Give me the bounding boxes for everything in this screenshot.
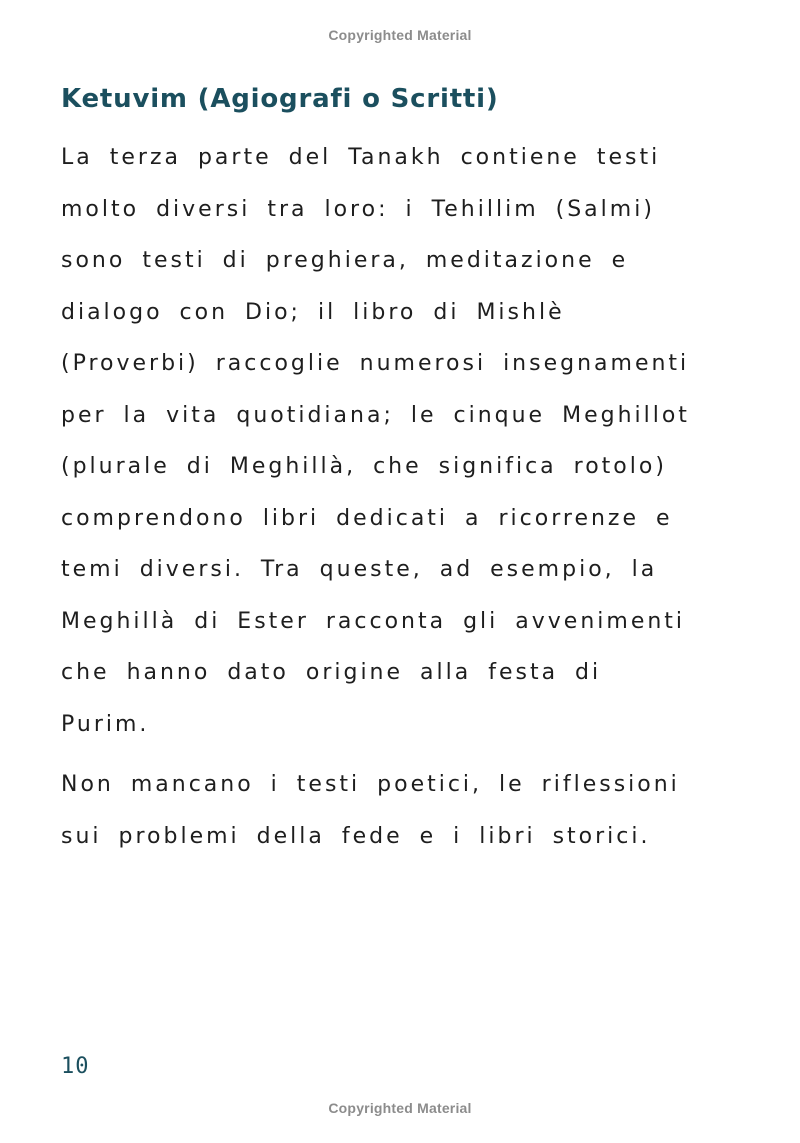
paragraph-line: che hanno dato origine alla festa di	[61, 660, 602, 685]
paragraph-line: molto diversi tra loro: i Tehillim (Salmi)	[61, 196, 655, 222]
paragraph-line: comprendono libri dedicati a ricorrenze e	[61, 505, 673, 531]
watermark-top: Copyrighted Material	[328, 27, 472, 43]
paragraph-line: dialogo con Dio; il libro di Mishlè	[61, 299, 565, 325]
paragraph-line: per la vita quotidiana; le cinque Meghillot	[61, 402, 690, 428]
paragraph-line: Purim.	[61, 711, 150, 737]
paragraph-line: La terza parte del Tanakh contiene testi	[61, 145, 661, 170]
section-heading: Ketuvim (Agiografi o Scritti)	[61, 84, 499, 114]
paragraph-line: sono testi di preghiera, meditazione e	[61, 248, 629, 273]
paragraph-line: Non mancano i testi poetici, le riflessioni	[61, 772, 680, 797]
paragraph-2	[61, 759, 741, 862]
paragraph-line: (Proverbi) raccoglie numerosi insegnamenti	[61, 351, 690, 376]
paragraph-line: temi diversi. Tra queste, ad esempio, la	[61, 557, 658, 582]
watermark-bottom: Copyrighted Material	[328, 1100, 472, 1116]
paragraph-1	[61, 132, 741, 750]
paragraph-line: (plurale di Meghillà, che significa rotolo)	[61, 454, 667, 479]
paragraph-line: sui problemi della fede e i libri storici.	[61, 823, 651, 849]
paragraph-line: Meghillà di Ester racconta gli avvenimenti	[61, 608, 686, 634]
page-number: 10	[61, 1054, 90, 1079]
